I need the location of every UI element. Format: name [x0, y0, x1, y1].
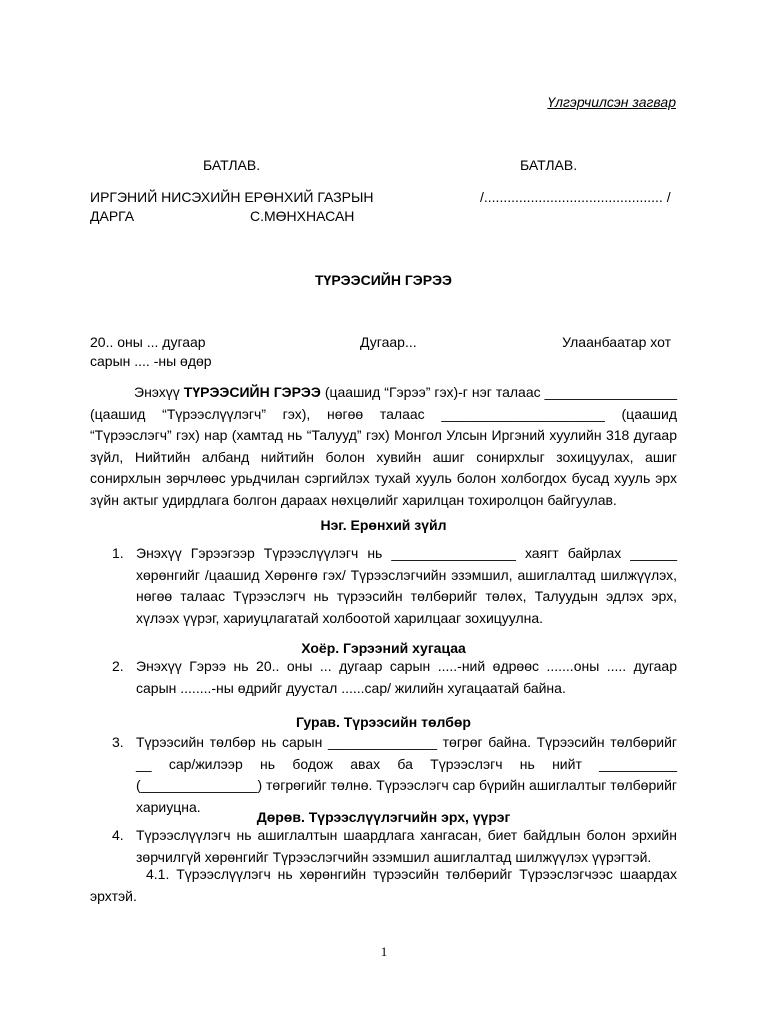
document-title: ТҮРЭЭСИЙН ГЭРЭЭ: [315, 272, 452, 288]
approval-right-label: БАТЛАВ.: [520, 157, 578, 173]
section-text: Энэхүү Гэрээгээр Түрээслүүлэгч нь ________________ хаягт байрлах ______ хөрөнгийг /цаашид Хөрөнгө гэх/ Түрээслэгчийн эзэмшил, ашиглалтад шилжүүлэх, нөгөө талаас Түрээслэгч нь түрээсийн төлбөрийг төлөх, Талуудын эдлэх эрх, хүлээх үүрэг, хариуцлагатай холбоотой харилцааг зохицуулна.: [136, 545, 677, 626]
intro-bold: ТҮРЭЭСИЙН ГЭРЭЭ: [183, 384, 321, 400]
template-label: Үлгэрчилсэн загвар: [547, 94, 676, 110]
approval-left-org: ИРГЭНИЙ НИСЭХИЙН ЕРӨНХИЙ ГАЗРЫН: [90, 189, 374, 205]
date-line-1: 20.. оны ... дугаар: [90, 334, 206, 350]
section-title: Дөрөв. Түрээслүүлэгчийн эрх, үүрэг: [256, 809, 511, 825]
contract-number: Дугаар...: [360, 334, 417, 350]
city: Улаанбаатар хот: [562, 334, 671, 350]
intro-prefix: Энэхүү: [134, 384, 184, 400]
sub-item-4-1: 4.1. Түрээслүүлэгч нь хөрөнгийн түрээсийн төлбөрийг Түрээслэгчээс шаардах эрхтэй.: [90, 866, 677, 904]
approval-left-name: С.МӨНХНАСАН: [250, 208, 355, 224]
intro-paragraph: [90, 382, 677, 511]
section-text: Түрээслүүлэгч нь ашиглалтын шаардлага хангасан, биет байдлын болон эрхийн зөрчилгүй хөрөнгийг Түрээслэгчийн эзэмшил ашиглалтад шилжүүлэх үүрэгтэй.: [136, 827, 677, 865]
page-number: 1: [380, 944, 388, 959]
intro-rest: (цаашид “Гэрээ” гэх)-г нэг талаас _________________ (цаашид “Түрээслүүлэгч” гэх), нөгөө талаас _____________________ (цаашид “Түрээслэгч” гэх) нар (хамтад нь “Талууд” гэх) Монгол Улсын Иргэний хуулийн 318 дугаар зүйл, Нийтийн албанд нийтийн болон хувийн ашиг сонирхлыг зохицуулах, ашиг сонирхлын зөрчлөөс урьдчилан сэргийлэх тухай хууль болон холбогдох бусад хууль эрх зүйн актыг удирдлага болгон дараах нөхцөлийг харилцан тохиролцон байгуулав.: [90, 384, 677, 508]
date-line-2: сарын .... -ны өдөр: [90, 353, 212, 369]
section-title: Хоёр. Гэрээний хугацаа: [301, 640, 466, 656]
approval-right-signature: /.............................................. /: [480, 189, 671, 205]
section-text: Энэхүү Гэрээ нь 20.. оны ... дугаар сарын .....-ний өдрөөс .......оны ..... дугаар сарын ........-ны өдрийг дуустал ......сар/ жилийн хугацаатай байна.: [136, 658, 677, 696]
section-number: 1.: [112, 545, 124, 561]
section-title: Гурав. Түрээсийн төлбөр: [296, 714, 471, 730]
section-text: Түрээсийн төлбөр нь сарын ______________ төгрөг байна. Түрээсийн төлбөрийг __ сар/жилээр нь бодож авах ба Түрээслэгч нь нийт __________ (_______________) төгрөгийг төлнө. Түрээслэгч сар бүрийн ашиглалтыг төлбөрийг хариуцна.: [136, 734, 677, 815]
approval-left-label: БАТЛАВ.: [203, 157, 261, 173]
section-number: 2.: [112, 658, 124, 674]
section-number: 4.: [112, 827, 124, 843]
section-number: 3.: [112, 734, 124, 750]
approval-left-position: ДАРГА: [90, 208, 135, 224]
section-title: Нэг. Ерөнхий зүйл: [320, 517, 447, 533]
